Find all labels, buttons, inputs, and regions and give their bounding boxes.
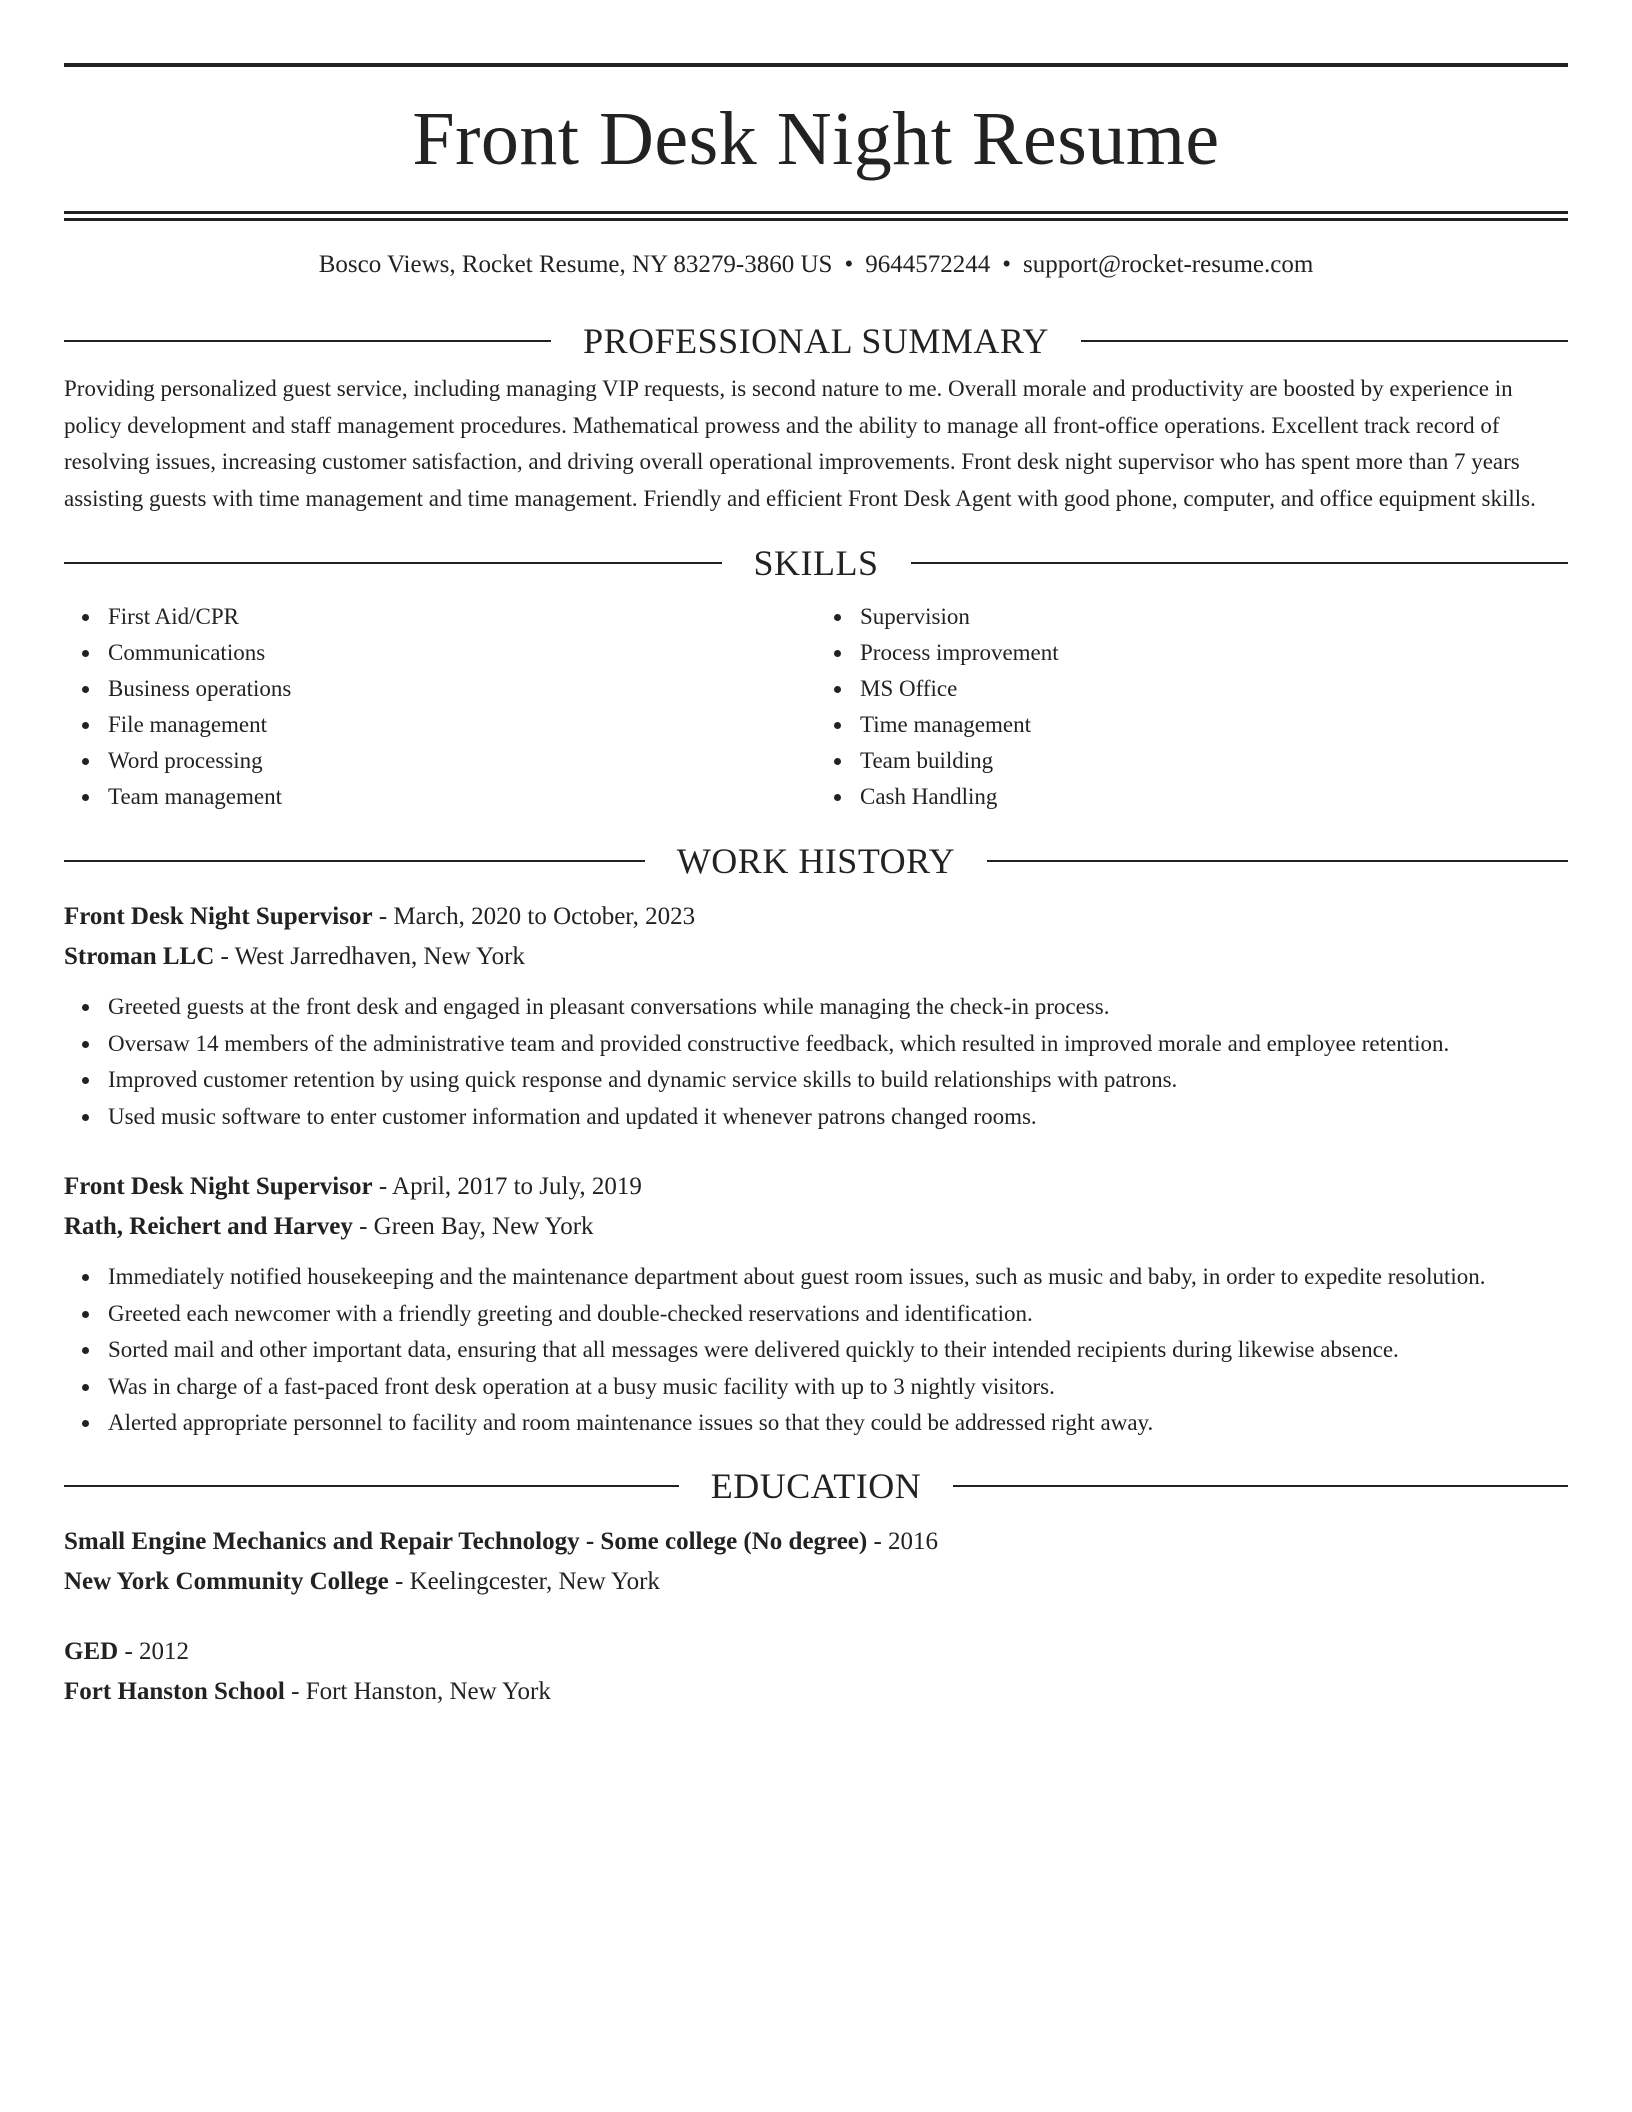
job-entry [64,1167,1568,1442]
job-company: Stroman LLC [64,943,215,970]
job-company-line [64,1207,1568,1247]
skill-item: Cash Handling [860,779,1568,815]
education-year: 2016 [888,1527,939,1555]
duty-item: Used music software to enter customer information and updated it whenever patrons changed rooms. [108,1099,1568,1136]
contact-address: Bosco Views, Rocket Resume, NY 83279-3860 US [318,251,833,278]
duty-item: Sorted mail and other important data, ensuring that all messages were delivered quickly to their intended recipients during likewise absence. [108,1332,1568,1369]
education-degree-line [64,1522,1568,1562]
education-degree: Small Engine Mechanics and Repair Technology - Some college (No degree) [64,1527,868,1555]
job-location: West Jarredhaven, New York [234,943,525,970]
dash: - [867,1527,889,1555]
education-entry [64,1632,1568,1712]
skill-item: Business operations [108,671,816,707]
education-school-line [64,1562,1568,1602]
job-title-line [64,897,1568,937]
heading-rule-left [64,860,645,862]
heading-rule-left [64,562,722,564]
duty-item: Immediately notified housekeeping and the maintenance department about guest room issues, such as music and baby, in order to expedite resolution. [108,1259,1568,1296]
heading-rule-left [64,340,551,342]
skill-item: First Aid/CPR [108,599,816,635]
job-title-line [64,1167,1568,1207]
skill-item: File management [108,707,816,743]
dash: - [118,1637,140,1665]
dash: - [372,903,394,930]
job-duties [64,989,1568,1135]
education-location: Keelingcester, New York [409,1567,660,1595]
heading-rule-right [987,860,1568,862]
heading-rule-right [1081,340,1568,342]
dash: - [352,1213,374,1240]
job-entry [64,897,1568,1135]
job-dates: April, 2017 to July, 2019 [392,1173,642,1200]
skill-item: Time management [860,707,1568,743]
skills-column-right [816,599,1568,815]
education-heading [64,1464,1568,1508]
duty-item: Greeted guests at the front desk and engaged in pleasant conversations while managing the check-in process. [108,989,1568,1026]
duty-item: Greeted each newcomer with a friendly greeting and double-checked reservations and identification. [108,1296,1568,1333]
contact-separator: • [1002,251,1011,278]
job-title: Front Desk Night Supervisor [64,1173,373,1200]
work-heading [64,839,1568,883]
heading-rule-left [64,1485,679,1487]
contact-phone: 9644572244 [865,251,991,278]
education-degree-line [64,1632,1568,1672]
skill-item: MS Office [860,671,1568,707]
duty-item: Alerted appropriate personnel to facility and room maintenance issues so that they could be addressed right away. [108,1405,1568,1442]
summary-heading-label: PROFESSIONAL SUMMARY [583,321,1049,361]
heading-rule-right [953,1485,1568,1487]
dash: - [284,1677,306,1705]
dash: - [372,1173,393,1200]
duty-item: Was in charge of a fast-paced front desk operation at a busy music facility with up to 3 nightly visitors. [108,1369,1568,1406]
skills-column-left [64,599,816,815]
skills-list [64,599,1568,815]
duty-item: Improved customer retention by using quick response and dynamic service skills to build relationships with patrons. [108,1062,1568,1099]
job-title: Front Desk Night Supervisor [64,903,373,930]
skill-item: Word processing [108,743,816,779]
summary-heading [64,319,1568,363]
education-degree: GED [64,1637,119,1665]
education-location: Fort Hanston, New York [305,1677,551,1705]
skill-item: Process improvement [860,635,1568,671]
contact-line [64,249,1568,281]
title-double-rule [64,211,1568,221]
job-location: Green Bay, New York [373,1213,594,1240]
contact-separator: • [844,251,854,278]
dash: - [214,943,235,970]
resume-page [64,63,1568,1712]
work-heading-label: WORK HISTORY [676,841,956,881]
skills-heading-label: SKILLS [753,543,879,583]
resume-title: Front Desk Night Resume [412,97,1220,181]
job-company-line [64,937,1568,977]
contact-email: support@rocket-resume.com [1022,251,1314,278]
education-school-line [64,1672,1568,1712]
education-school: New York Community College [64,1567,389,1595]
skill-item: Communications [108,635,816,671]
education-entry [64,1522,1568,1602]
job-duties [64,1259,1568,1442]
duty-item: Oversaw 14 members of the administrative team and provided constructive feedback, which resulted in improved morale and employee retention. [108,1026,1568,1063]
education-year: 2012 [139,1637,190,1665]
skill-item: Supervision [860,599,1568,635]
skill-item: Team management [108,779,816,815]
skill-item: Team building [860,743,1568,779]
summary-text: Providing personalized guest service, including managing VIP requests, is second nature to me. Overall morale and productivity are boosted by experience in policy development and staff management procedures. Mathematical prowess and the ability to manage all front-office operations. Excellent track record of resolving issues, increasing customer satisfaction, and driving overall operational improvements. Front desk night supervisor who has spent more than 7 years assisting guests with time management and time management. Friendly and efficient Front Desk Agent with good phone, computer, and office equipment skills. [64,376,1536,511]
education-school: Fort Hanston School [64,1677,285,1705]
dash: - [388,1567,410,1595]
job-dates: March, 2020 to October, 2023 [393,903,696,930]
education-heading-label: EDUCATION [710,1465,922,1506]
top-rule [64,63,1568,67]
job-company: Rath, Reichert and Harvey [64,1213,353,1240]
skills-heading [64,541,1568,585]
heading-rule-right [911,562,1569,564]
